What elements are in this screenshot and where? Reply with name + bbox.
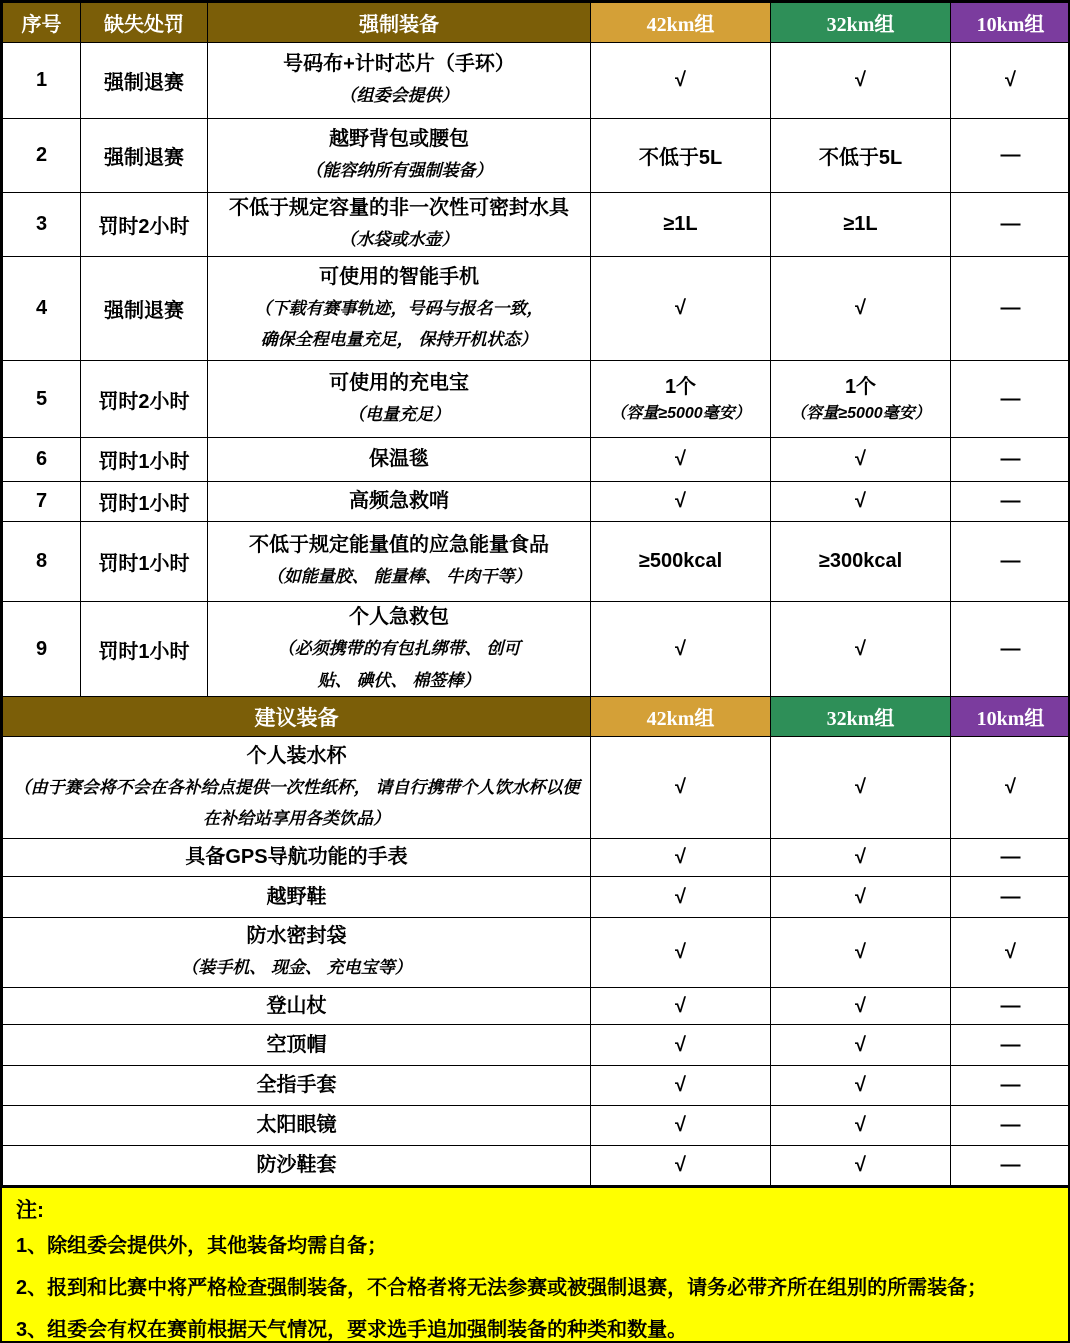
- requirement-value-10km: —: [951, 361, 1070, 438]
- notes-title: 注:: [16, 1199, 44, 1222]
- requirement-value-32km: √: [771, 43, 951, 119]
- equipment-name: 具备GPS导航功能的手表: [185, 846, 408, 868]
- requirement-value-42km: √: [591, 43, 771, 119]
- equipment-cell: [3, 737, 591, 839]
- col-header-32km-group: 32km组: [771, 3, 951, 43]
- equipment-description: （如能量胶、 能量棒、 牛肉干等）: [266, 567, 532, 587]
- equipment-name: 越野背包或腰包: [329, 128, 469, 151]
- equipment-description: 贴、 碘伏、 棉签棒）: [317, 670, 481, 690]
- requirement-value-10km: √: [951, 43, 1070, 119]
- suggested-equipment-body: [3, 737, 1070, 1186]
- requirement-value-42km: √: [591, 1025, 771, 1066]
- requirement-value-32km: √: [771, 438, 951, 482]
- equipment-cell: [208, 257, 591, 361]
- requirement-value-42km: √: [591, 602, 771, 697]
- equipment-cell: [208, 602, 591, 697]
- suggested-row: [3, 1106, 1070, 1146]
- equipment-name: 个人装水杯: [246, 744, 347, 767]
- equipment-cell: [3, 1025, 591, 1066]
- equipment-table: [2, 2, 1070, 1186]
- requirement-value-42km: [591, 361, 771, 438]
- equipment-description: （由于赛会将不会在各补给点提供一次性纸杯， 请自行携带个人饮水杯以便: [13, 777, 580, 797]
- equipment-name: 可使用的充电宝: [329, 371, 469, 394]
- suggested-row: [3, 1025, 1070, 1066]
- equipment-cell: [3, 839, 591, 877]
- requirement-value-42km: ≥1L: [591, 193, 771, 257]
- value-sub: （容量≥5000毫安）: [610, 405, 751, 422]
- value-sub: （容量≥5000毫安）: [790, 405, 931, 422]
- equipment-cell: [208, 522, 591, 602]
- equipment-cell: [3, 1066, 591, 1106]
- equipment-name: 空顶帽: [266, 1033, 327, 1056]
- mandatory-row: [3, 438, 1070, 482]
- row-number: 6: [3, 438, 81, 482]
- requirement-value-32km: √: [771, 602, 951, 697]
- requirement-value-10km: —: [951, 877, 1070, 918]
- equipment-cell: [3, 1106, 591, 1146]
- requirement-value-10km: —: [951, 193, 1070, 257]
- requirement-value-32km: √: [771, 1025, 951, 1066]
- requirement-value-10km: —: [951, 1106, 1070, 1146]
- col-header-penalty: 缺失处罚: [81, 3, 208, 43]
- header-row: [3, 3, 1070, 43]
- suggested-row: [3, 877, 1070, 918]
- equipment-name: 全指手套: [256, 1074, 337, 1096]
- equipment-name: 防沙鞋套: [256, 1154, 337, 1176]
- equipment-cell: [208, 43, 591, 119]
- penalty-cell: 强制退赛: [81, 119, 208, 193]
- col-header-mandatory-equipment: 强制装备: [208, 3, 591, 43]
- equipment-name: 号码布+计时芯片（手环）: [283, 53, 515, 76]
- note-line-2: 2、报到和比赛中将严格检查强制装备，不合格者将无法参赛或被强制退赛，请务必带齐所在组别的所需装备；: [16, 1277, 988, 1300]
- suggested-section-title: 建议装备: [3, 697, 591, 737]
- suggested-col-header-32km: 32km组: [771, 697, 951, 737]
- requirement-value-42km: √: [591, 438, 771, 482]
- requirement-value-42km: √: [591, 918, 771, 988]
- row-number: 1: [3, 43, 81, 119]
- requirement-value-42km: √: [591, 1106, 771, 1146]
- equipment-description: （下载有赛事轨迹，号码与报名一致，: [254, 298, 544, 318]
- equipment-name: 保温毯: [369, 448, 429, 470]
- equipment-name: 可使用的智能手机: [319, 265, 479, 288]
- note-line-3: 3、组委会有权在赛前根据天气情况，要求选手追加强制装备的种类和数量。: [16, 1319, 688, 1342]
- row-number: 4: [3, 257, 81, 361]
- requirement-value-42km: √: [591, 257, 771, 361]
- mandatory-row: [3, 482, 1070, 522]
- requirement-value-42km: 不低于5L: [591, 119, 771, 193]
- requirement-value-32km: ≥1L: [771, 193, 951, 257]
- penalty-cell: 罚时1小时: [81, 438, 208, 482]
- penalty-cell: 罚时1小时: [81, 522, 208, 602]
- equipment-description: （必须携带的有包扎绑带、 创可: [277, 639, 521, 659]
- requirement-value-42km: ≥500kcal: [591, 522, 771, 602]
- requirement-value-32km: [771, 361, 951, 438]
- value-main: 1个: [844, 376, 877, 398]
- penalty-cell: 罚时2小时: [81, 361, 208, 438]
- mandatory-row: [3, 119, 1070, 193]
- equipment-cell: [208, 482, 591, 522]
- requirement-value-42km: √: [591, 877, 771, 918]
- mandatory-row: [3, 193, 1070, 257]
- equipment-name: 防水密封袋: [246, 925, 347, 948]
- requirement-value-42km: √: [591, 988, 771, 1025]
- equipment-description: （装手机、 现金、 充电宝等）: [181, 958, 412, 978]
- col-header-seq: 序号: [3, 3, 81, 43]
- equipment-cell: [208, 119, 591, 193]
- equipment-description: （水袋或水壶）: [339, 230, 459, 250]
- suggested-col-header-42km: 42km组: [591, 697, 771, 737]
- penalty-cell: 罚时1小时: [81, 482, 208, 522]
- requirement-value-32km: √: [771, 1106, 951, 1146]
- equipment-name: 登山杖: [266, 994, 327, 1017]
- col-header-42km-group: 42km组: [591, 3, 771, 43]
- equipment-cell: [208, 193, 591, 257]
- requirement-value-32km: √: [771, 877, 951, 918]
- suggested-row: [3, 737, 1070, 839]
- requirement-value-42km: √: [591, 482, 771, 522]
- requirement-value-32km: 不低于5L: [771, 119, 951, 193]
- requirement-value-32km: √: [771, 737, 951, 839]
- equipment-cell: [3, 988, 591, 1025]
- suggested-row: [3, 839, 1070, 877]
- requirement-value-42km: √: [591, 839, 771, 877]
- row-number: 5: [3, 361, 81, 438]
- equipment-description: 在补给站享用各类饮品）: [203, 809, 390, 828]
- suggested-row: [3, 988, 1070, 1025]
- requirement-value-10km: —: [951, 602, 1070, 697]
- value-main: 1个: [664, 376, 697, 398]
- requirement-value-32km: √: [771, 1146, 951, 1186]
- equipment-name: 个人急救包: [349, 606, 449, 629]
- mandatory-equipment-body: [3, 43, 1070, 697]
- requirement-value-42km: √: [591, 737, 771, 839]
- note-line-1: 1、除组委会提供外，其他装备均需自备；: [16, 1235, 388, 1258]
- equipment-description: （电量充足）: [348, 404, 450, 424]
- row-number: 3: [3, 193, 81, 257]
- mandatory-row: [3, 522, 1070, 602]
- equipment-name: 不低于规定能量值的应急能量食品: [249, 534, 549, 557]
- requirement-value-10km: —: [951, 482, 1070, 522]
- mandatory-row: [3, 257, 1070, 361]
- requirement-value-10km: —: [951, 1025, 1070, 1066]
- equipment-cell: [208, 438, 591, 482]
- mandatory-row: [3, 361, 1070, 438]
- requirement-value-42km: √: [591, 1146, 771, 1186]
- equipment-description: 确保全程电量充足， 保持开机状态）: [260, 330, 538, 349]
- equipment-name: 越野鞋: [266, 885, 327, 908]
- equipment-name: 太阳眼镜: [256, 1114, 337, 1136]
- requirement-value-32km: √: [771, 1066, 951, 1106]
- suggested-row: [3, 1066, 1070, 1106]
- requirement-value-10km: —: [951, 522, 1070, 602]
- requirement-value-32km: √: [771, 988, 951, 1025]
- notes-section: [2, 1186, 1068, 1342]
- equipment-cell: [3, 918, 591, 988]
- requirement-value-10km: —: [951, 119, 1070, 193]
- requirement-value-32km: ≥300kcal: [771, 522, 951, 602]
- col-header-10km-group: 10km组: [951, 3, 1070, 43]
- requirement-value-32km: √: [771, 918, 951, 988]
- equipment-description: （能容纳所有强制装备）: [305, 161, 493, 181]
- equipment-name: 高频急救哨: [349, 490, 449, 512]
- requirement-value-10km: √: [951, 737, 1070, 839]
- mandatory-row: [3, 43, 1070, 119]
- requirement-value-32km: √: [771, 839, 951, 877]
- row-number: 9: [3, 602, 81, 697]
- equipment-cell: [3, 1146, 591, 1186]
- requirement-value-42km: √: [591, 1066, 771, 1106]
- equipment-description: （组委会提供）: [339, 86, 459, 106]
- penalty-cell: 罚时2小时: [81, 193, 208, 257]
- penalty-cell: 强制退赛: [81, 43, 208, 119]
- row-number: 2: [3, 119, 81, 193]
- mandatory-row: [3, 602, 1070, 697]
- requirement-value-10km: —: [951, 1146, 1070, 1186]
- requirement-value-10km: —: [951, 988, 1070, 1025]
- suggested-row: [3, 1146, 1070, 1186]
- equipment-cell: [208, 361, 591, 438]
- requirement-value-10km: —: [951, 257, 1070, 361]
- requirement-value-32km: √: [771, 257, 951, 361]
- suggested-header-row: [3, 697, 1070, 737]
- requirement-value-10km: —: [951, 438, 1070, 482]
- penalty-cell: 罚时1小时: [81, 602, 208, 697]
- requirement-value-32km: √: [771, 482, 951, 522]
- suggested-row: [3, 918, 1070, 988]
- requirement-value-10km: —: [951, 1066, 1070, 1106]
- requirement-value-10km: —: [951, 839, 1070, 877]
- row-number: 7: [3, 482, 81, 522]
- equipment-cell: [3, 877, 591, 918]
- row-number: 8: [3, 522, 81, 602]
- penalty-cell: 强制退赛: [81, 257, 208, 361]
- suggested-col-header-10km: 10km组: [951, 697, 1070, 737]
- requirement-value-10km: √: [951, 918, 1070, 988]
- equipment-name: 不低于规定容量的非一次性可密封水具: [229, 197, 569, 220]
